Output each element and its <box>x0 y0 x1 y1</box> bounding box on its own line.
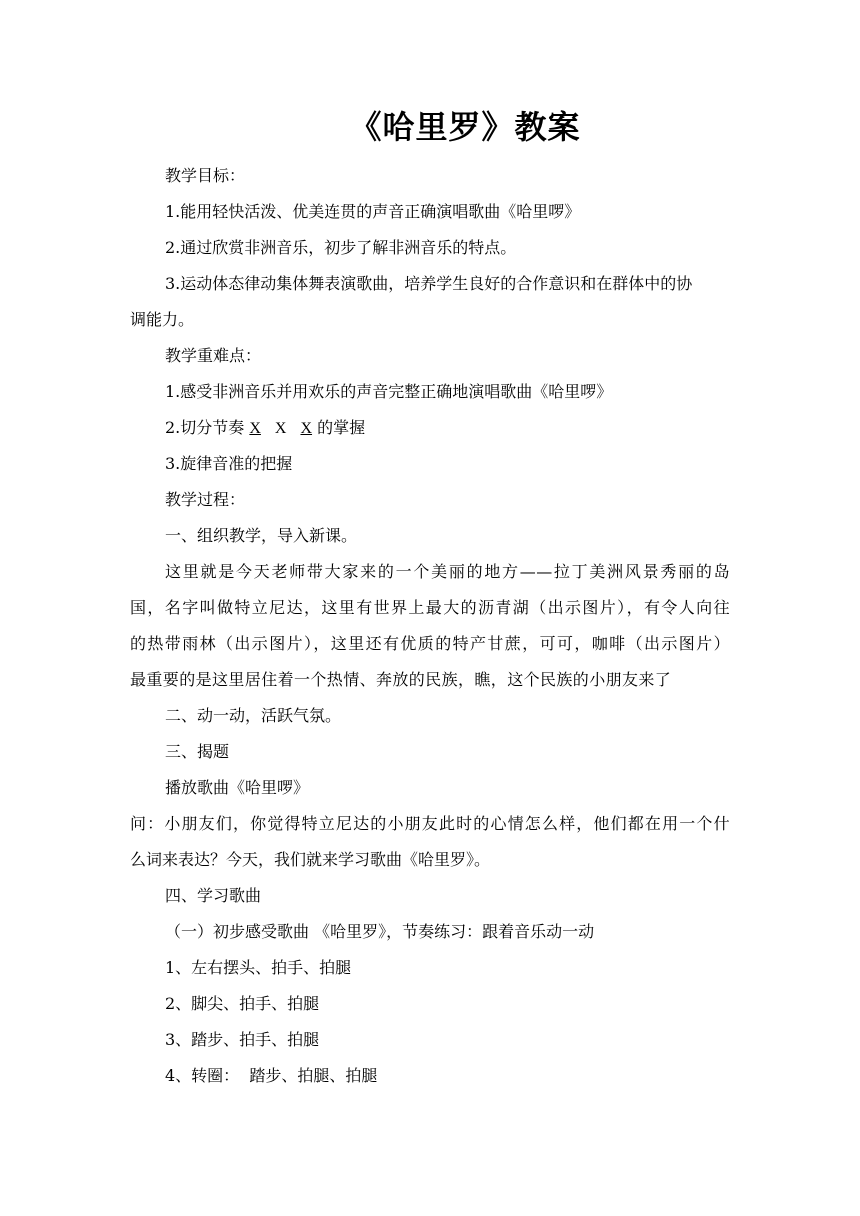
section-3-question-line-1: 问：小朋友们，你觉得特立尼达的小朋友此时的心情怎么样，他们都在用一个什 <box>130 814 730 833</box>
section-1-paragraph-line-2: 国，名字叫做特立尼达，这里有世界上最大的沥青湖（出示图片），有令人向往 <box>130 598 730 617</box>
objective-item-3-line-2: 调能力。 <box>130 310 195 329</box>
rhythm-step-4: 4、转圈： 踏步、拍腿、拍腿 <box>165 1066 378 1085</box>
section-1-paragraph-line-4: 最重要的是这里居住着一个热情、奔放的民族，瞧，这个民族的小朋友来了 <box>130 670 672 689</box>
rhythm-note-1: X <box>249 420 261 437</box>
objective-item-3-line-1: 3.运动体态律动集体舞表演歌曲，培养学生良好的合作意识和在群体中的协 <box>165 274 693 293</box>
section-1-title: 一、组织教学，导入新课。 <box>165 526 358 545</box>
rhythm-step-2: 2、脚尖、拍手、拍腿 <box>165 994 320 1013</box>
objective-item-1: 1.能用轻快活泼、优美连贯的声音正确演唱歌曲《哈里啰》 <box>165 202 581 221</box>
rhythm-note-2: X <box>274 420 287 437</box>
objectives-heading: 教学目标： <box>165 166 246 185</box>
process-heading: 教学过程： <box>165 490 246 509</box>
key-point-item-2 <box>165 418 365 439</box>
key-points-heading: 教学重难点： <box>165 346 262 365</box>
page-title: 《哈里罗》教案 <box>349 108 581 146</box>
section-3-question-line-2: 么词来表达？今天，我们就来学习歌曲《哈里罗》。 <box>130 850 491 869</box>
key-point-item-2-suffix: 的掌握 <box>312 418 366 437</box>
section-1-paragraph-line-1: 这里就是今天老师带大家来的一个美丽的地方——拉丁美洲风景秀丽的岛 <box>165 562 730 581</box>
key-point-item-2-prefix: 2.切分节奏 <box>165 418 250 437</box>
section-4-subsection-1: （一）初步感受歌曲 《哈里罗》，节奏练习：跟着音乐动一动 <box>165 922 595 941</box>
rhythm-step-3: 3、踏步、拍手、拍腿 <box>165 1030 320 1049</box>
objective-item-2: 2.通过欣赏非洲音乐，初步了解非洲音乐的特点。 <box>165 238 517 257</box>
key-point-item-3: 3.旋律音准的把握 <box>165 454 293 473</box>
section-4-title: 四、学习歌曲 <box>165 886 262 905</box>
key-point-item-1: 1.感受非洲音乐并用欢乐的声音完整正确地演唱歌曲《哈里啰》 <box>165 382 613 401</box>
section-3-play-song: 播放歌曲《哈里啰》 <box>165 778 310 797</box>
section-1-paragraph-line-3: 的热带雨林（出示图片），这里还有优质的特产甘蔗，可可，咖啡（出示图片） <box>130 634 730 653</box>
rhythm-step-1: 1、左右摆头、拍手、拍腿 <box>165 958 352 977</box>
section-2-title: 二、动一动，活跃气氛。 <box>165 706 342 725</box>
rhythm-note-3: X <box>300 420 313 437</box>
section-3-title: 三、揭题 <box>165 742 230 761</box>
